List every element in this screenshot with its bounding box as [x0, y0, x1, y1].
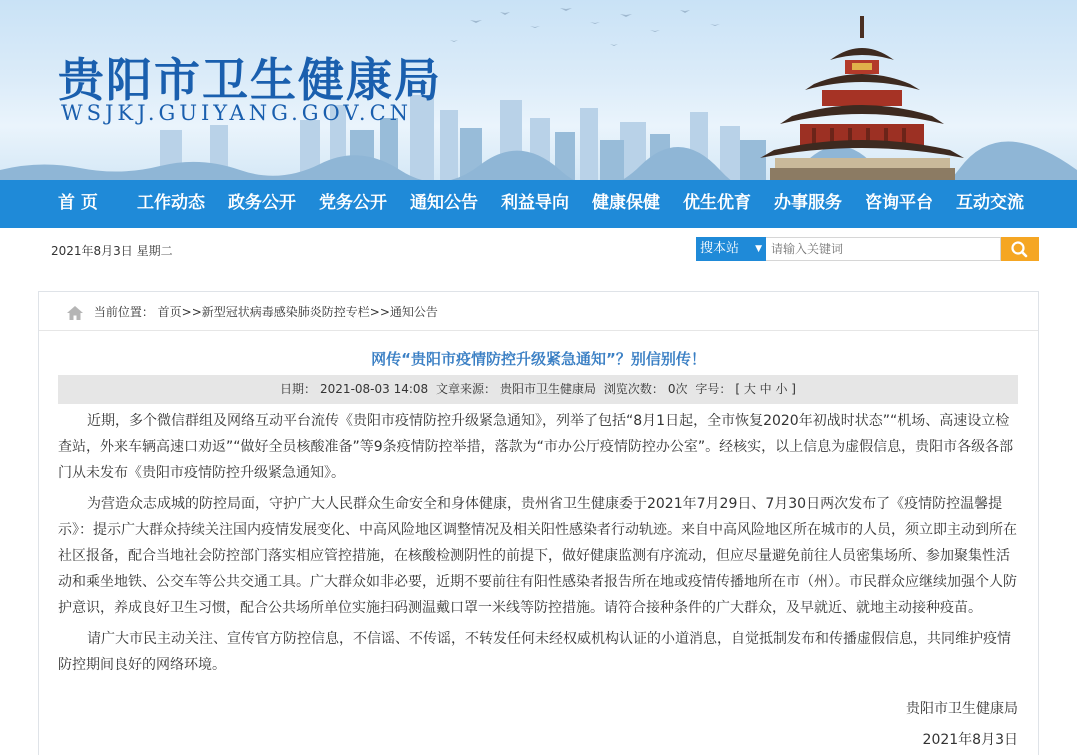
breadcrumb-label: 当前位置：: [93, 305, 154, 319]
nav-item-interaction[interactable]: 互动交流: [956, 193, 1024, 213]
meta-date-label: 日期：: [280, 382, 317, 396]
search-button[interactable]: [1001, 237, 1039, 261]
search-scope-select[interactable]: [696, 237, 766, 261]
nav-item-home[interactable]: 首 页: [58, 193, 98, 213]
meta-views-label: 浏览次数：: [603, 382, 664, 396]
current-date: 2021年8月3日 星期二: [51, 244, 173, 258]
nav-item-services[interactable]: 办事服务: [774, 193, 842, 213]
article-paragraph: 请广大市民主动关注、宣传官方防控信息，不信谣、不传谣，不转发任何未经权威机构认证的小道消息，自觉抵制发布和传播虚假信息，共同维护疫情防控期间良好的网络环境。: [58, 631, 1011, 673]
site-banner: [0, 0, 1077, 180]
breadcrumb: [66, 302, 438, 322]
meta-source-label: 文章来源：: [436, 382, 497, 396]
nav-item-work-news[interactable]: 工作动态: [137, 193, 205, 213]
article-meta: [58, 375, 1018, 404]
nav-item-government-affairs[interactable]: 政务公开: [228, 193, 296, 213]
divider: [39, 330, 1038, 331]
article-paragraph: 为营造众志成城的防控局面，守护广大人民群众生命安全和身体健康，贵州省卫生健康委于2021年7月29日、7月30日两次发布了《疫情防控温馨提示》：提示广大群众持续关注国内疫情发展变化、中高风险地区调整情况及相关阳性感染者行动轨迹。来自中高风险地区所在城市的人员，须立即主动到所在社区报备，配合当地社会防控部门落实相应管控措施，在核酸检测阴性的前提下，做好健康监测有序流动，但应尽量避免前往人员密集场所、参加聚集性活动和乘坐地铁、公交车等公共交通工具。广大群众如非必要，近期不要前往有阳性感染者报告所在地或疫情传播地所在市（州）。市民群众应继续加强个人防护意识，养成良好卫生习惯，配合公共场所单位实施扫码测温戴口罩一米线等防控措施。请符合接种条件的广大群众，及早就近、就地主动接种疫苗。: [58, 496, 1017, 616]
site-title: 贵阳市卫生健康局: [58, 53, 442, 107]
nav-item-consultation[interactable]: 咨询平台: [865, 193, 933, 213]
nav-item-party-affairs[interactable]: 党务公开: [319, 193, 387, 213]
chevron-down-icon: ▼: [755, 244, 762, 254]
article-body: [58, 408, 1018, 683]
main-nav: [0, 180, 1077, 228]
meta-date: 2021-08-03 14:08: [320, 382, 429, 396]
meta-source: 贵阳市卫生健康局: [500, 382, 597, 396]
article-signature: 贵阳市卫生健康局: [906, 701, 1018, 717]
article-paragraph: 近期，多个微信群组及网络互动平台流传《贵阳市疫情防控升级紧急通知》，列举了包括“8月1日起，全市恢复2020年初战时状态”“机场、高速设立检查站，外来车辆高速口劝返”“做好全员核酸准备”等9条疫情防控举措，落款为“市办公厅疫情防控办公室”。经核实，以上信息为虚假信息，贵阳市各级各部门从未发布《贵阳市疫情防控升级紧急通知》。: [58, 413, 1014, 481]
search-input[interactable]: [766, 237, 1001, 261]
font-size-switcher[interactable]: [ 大 中 小 ]: [735, 382, 796, 396]
article-title: 网传“贵阳市疫情防控升级紧急通知”？别信别传！: [371, 350, 706, 368]
nav-item-notices[interactable]: 通知公告: [410, 193, 478, 213]
nav-item-health-care[interactable]: 健康保健: [592, 193, 660, 213]
meta-font-label: 字号：: [695, 382, 732, 396]
search-scope-label: 搜本站: [700, 241, 740, 256]
article-signature-date: 2021年8月3日: [922, 732, 1018, 748]
birds-decoration: [450, 8, 720, 46]
meta-views: 0次: [667, 382, 688, 396]
home-icon: [66, 305, 84, 321]
nav-item-interest-guidance[interactable]: 利益导向: [501, 193, 569, 213]
breadcrumb-path[interactable]: 首页>>新型冠状病毒感染肺炎防控专栏>>通知公告: [157, 305, 438, 319]
nav-item-eugenics[interactable]: 优生优育: [683, 193, 751, 213]
site-domain: WSJKJ.GUIYANG.GOV.CN: [61, 101, 413, 125]
search-icon: [1001, 237, 1039, 261]
